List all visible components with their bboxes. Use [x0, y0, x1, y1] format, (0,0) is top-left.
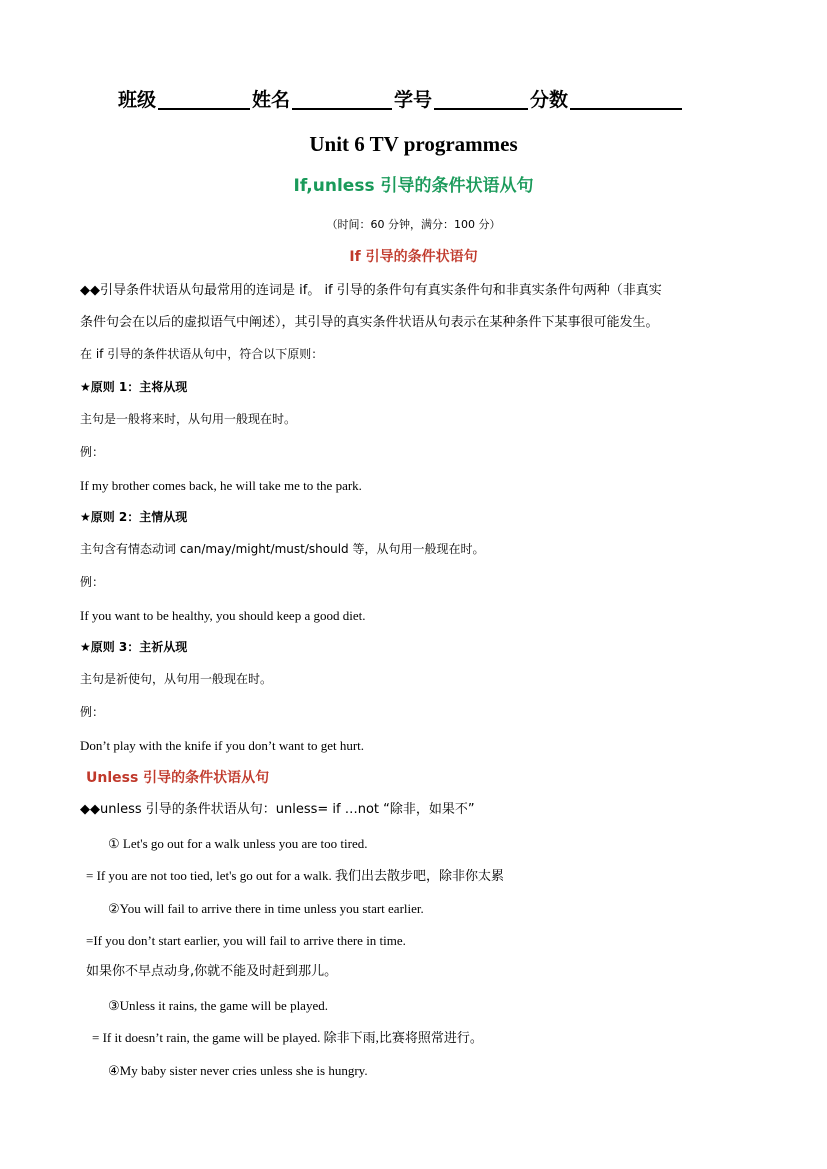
section-if-heading: If 引导的条件状语句 — [349, 249, 478, 265]
rule3-title: ★原则 3：主祈从现 — [80, 640, 188, 654]
rule2-example: If you want to be healthy, you should keep a good diet. — [80, 608, 366, 623]
time-info: （时间：60 分钟，满分：100 分） — [326, 218, 501, 231]
unless-example-3: ③Unless it rains, the game will be played. — [108, 998, 328, 1013]
if-intro-line2: 条件句会在以后的虚拟语气中阐述），其引导的真实条件状语从句表示在某种条件下某事很可能发生。 — [80, 315, 659, 330]
rule1-example-label: 例： — [80, 445, 105, 459]
unless-example-1: ① Let's go out for a walk unless you are too tired. — [108, 836, 368, 851]
score-label: 分数 — [530, 89, 569, 111]
rule2-title: ★原则 2：主情从现 — [80, 510, 188, 524]
score-blank — [570, 90, 682, 110]
rule3-example: Don’t play with the knife if you don’t want to get hurt. — [80, 738, 365, 753]
id-label: 学号 — [394, 89, 433, 111]
rule1-title: ★原则 1：主将从现 — [80, 380, 188, 394]
if-intro-line1: ◆◆引导条件状语从句最常用的连词是 if。 if 引导的条件句有真实条件句和非真实条件句两种（非真实 — [80, 283, 662, 298]
unless-example-3-equivalent: = If it doesn’t rain, the game will be played. 除非下雨,比赛将照常进行。 — [92, 1030, 483, 1045]
rule3-desc: 主句是祈使句，从句用一般现在时。 — [80, 672, 273, 686]
unless-example-2-translation: 如果你不早点动身,你就不能及时赶到那儿。 — [86, 964, 338, 979]
unless-example-4: ④My baby sister never cries unless she is hungry. — [108, 1063, 368, 1078]
unless-example-1-equivalent: = If you are not too tied, let's go out for a walk. 我们出去散步吧，除非你太累 — [86, 868, 505, 883]
rule1-example: If my brother comes back, he will take me to the park. — [80, 478, 362, 493]
name-label: 姓名 — [252, 89, 291, 111]
unless-example-2-equivalent: =If you don’t start earlier, you will fail to arrive there in time. — [86, 933, 406, 948]
rule2-desc: 主句含有情态动词 can/may/might/must/should 等，从句用一般现在时。 — [80, 542, 485, 556]
unless-intro: ◆◆unless 引导的条件状语从句：unless= if …not “除非，如果不” — [80, 802, 475, 817]
rule3-example-label: 例： — [80, 705, 105, 719]
class-blank — [158, 90, 250, 110]
id-blank — [434, 90, 528, 110]
class-label: 班级 — [118, 89, 157, 111]
rule2-example-label: 例： — [80, 575, 105, 589]
page-subtitle: If,unless 引导的条件状语从句 — [293, 176, 534, 196]
section-unless-heading: Unless 引导的条件状语从句 — [86, 770, 270, 786]
name-blank — [292, 90, 392, 110]
student-info-header — [118, 90, 684, 110]
page-title: Unit 6 TV programmes — [309, 132, 518, 156]
unless-example-2: ②You will fail to arrive there in time unless you start earlier. — [108, 901, 424, 916]
principles-intro: 在 if 引导的条件状语从句中，符合以下原则： — [80, 347, 324, 361]
rule1-desc: 主句是一般将来时，从句用一般现在时。 — [80, 412, 297, 426]
